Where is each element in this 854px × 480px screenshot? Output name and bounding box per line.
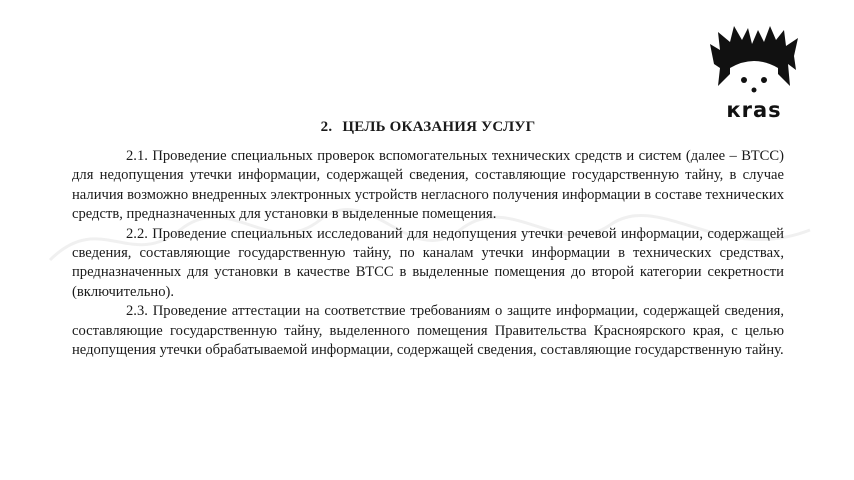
section-heading	[72, 119, 784, 136]
m-face-icon	[708, 24, 800, 96]
section-title: ЦЕЛЬ ОКАЗАНИЯ УСЛУГ	[342, 119, 536, 135]
paragraph-2-1: 2.1. Проведение специальных проверок вспомогательных технических средств и систем (далее – ВТСС) для недопущения утечки информации, содержащей сведения, составляющие государственную тайну, в случае наличия возможно внедренных электронных устройств негласного получения информации в составе технических средств, предназначенных для установки в выделенные помещения.	[72, 148, 784, 223]
section-number: 2.	[320, 119, 333, 135]
brand-logo-text: кras	[726, 98, 782, 122]
brand-logo	[708, 24, 800, 126]
paragraph-2-2: 2.2. Проведение специальных исследований для недопущения утечки речевой информации, содержащей сведения, составляющие государственную тайну, по каналам утечки информации в технических средствах, предназначенных для установки в качестве ВТСС в выделенные помещения до второй категории секретности (включительно).	[72, 225, 784, 300]
paragraph-2-3: 2.3. Проведение аттестации на соответствие требованиям о защите информации, содержащей сведения, составляющие государственную тайну, выделенного помещения Правительства Красноярского края, с целью недопущения утечки обрабатываемой информации, содержащей сведения, составляющие государственную тайну.	[72, 303, 784, 359]
section-body	[72, 147, 784, 360]
